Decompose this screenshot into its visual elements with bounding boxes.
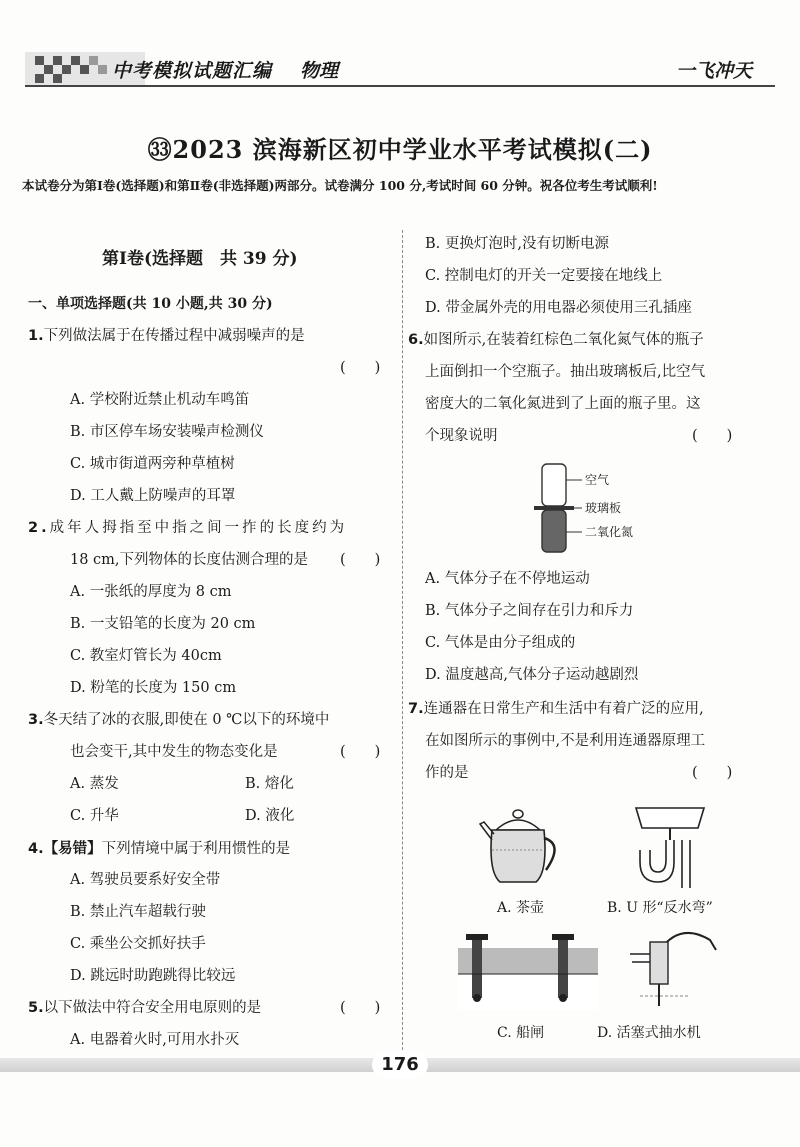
piston-pump-figure [620,920,730,1010]
q2-answer-blank: ( ) [340,552,381,568]
q5-option-c: C. 控制电灯的开关一定要接在地线上 [425,268,663,284]
q4-stem [28,833,290,865]
q4-option-d: D. 跳远时助跑跳得比较远 [70,968,236,984]
q7-option-a: A. 茶壶 [497,900,545,916]
q1-option-c: C. 城市街道两旁种草植树 [70,456,235,472]
q1-option-a: A. 学校附近禁止机动车鸣笛 [70,392,250,408]
q4-text: 下列情境中属于利用惯性的是 [101,841,291,857]
q3-option-d: D. 液化 [245,808,295,824]
q6-option-b: B. 气体分子之间存在引力和斥力 [425,603,634,619]
q2-option-d: D. 粉笔的长度为 150 cm [70,680,237,696]
q3-option-b: B. 熔化 [245,776,294,792]
q5-stem [28,993,261,1024]
q5-text: 以下做法中符合安全用电原则的是 [43,1000,262,1016]
q5-option-a: A. 电器着火时,可用水扑灭 [70,1032,240,1048]
q5-option-d: D. 带金属外壳的用电器必须使用三孔插座 [425,300,692,316]
q3-text-1: 冬天结了冰的衣服,即使在 0 ℃以下的环境中 [43,712,330,728]
q1-option-b: B. 市区停车场安装噪声检测仪 [70,424,264,440]
q3-number: 3. [28,712,44,728]
q6-stem-line3: 密度大的二氧化氮进到了上面的瓶子里。这 [425,396,701,412]
q2-stem-line2: 18 cm,下列物体的长度估测合理的是 [70,552,309,568]
q1-stem [28,321,305,352]
q6-stem-line4: 个现象说明 [425,428,498,444]
q3-option-c: C. 升华 [70,808,119,824]
q6-text-1: 如图所示,在装着红棕色二氧化氮气体的瓶子 [423,332,704,348]
q4-tag: 【易错】 [43,840,102,857]
q7-option-d: D. 活塞式抽水机 [597,1025,701,1041]
q6-label-air: 空气 [585,473,610,487]
exam-intro: 本试卷分为第Ⅰ卷(选择题)和第Ⅱ卷(非选择题)两部分。试卷满分 100 分,考试时间 60 分钟。祝各位考生考试顺利! [22,178,658,193]
q2-option-b: B. 一支铅笔的长度为 20 cm [70,616,256,632]
q4-option-b: B. 禁止汽车超载行驶 [70,904,206,920]
part1-heading: 第Ⅰ卷(选择题 共 39 分) [102,249,298,269]
q3-stem-line2: 也会变干,其中发生的物态变化是 [70,744,278,760]
q3-stem-line1 [28,705,329,736]
q6-option-c: C. 气体是由分子组成的 [425,635,576,651]
q2-text-1: 成年人拇指至中指之间一拃的长度约为 [49,520,348,536]
q6-label-glass: 玻璃板 [585,501,622,515]
q2-option-a: A. 一张纸的厚度为 8 cm [70,584,232,600]
q5-answer-blank: ( ) [340,1000,381,1016]
q1-option-d: D. 工人戴上防噪声的耳罩 [70,488,236,504]
q7-option-c: C. 船闸 [497,1025,545,1041]
q7-answer-blank: ( ) [692,765,733,781]
q7-option-b: B. U 形“反水弯” [607,900,713,916]
q6-option-a: A. 气体分子在不停地运动 [425,571,590,587]
q1-text: 下列做法属于在传播过程中减弱噪声的是 [43,328,305,344]
q7-stem-line1 [408,694,704,725]
section-heading: 一、单项选择题(共 10 小题,共 30 分) [28,296,273,312]
exam-title: ㉝2023 滨海新区初中学业水平考试模拟(二) [147,135,653,164]
u-bend-figure [630,800,710,890]
q6-stem-line2: 上面倒扣一个空瓶子。抽出玻璃板后,比空气 [425,364,706,380]
q5-option-b: B. 更换灯泡时,没有切断电源 [425,236,609,252]
q6-number: 6. [408,332,424,348]
header-subject: 物理 [300,60,339,82]
q6-label-no2: 二氧化氮 [585,525,634,539]
q4-number: 4. [28,841,44,857]
q4-option-c: C. 乘坐公交抓好扶手 [70,936,206,952]
q3-answer-blank: ( ) [340,744,381,760]
q2-stem-line1 [28,513,347,544]
q2-option-c: C. 教室灯管长为 40cm [70,648,222,664]
q6-answer-blank: ( ) [692,428,733,444]
q5-number: 5. [28,1000,44,1016]
q4-option-a: A. 驾驶员要系好安全带 [70,872,221,888]
q3-option-a: A. 蒸发 [70,776,119,792]
page-number: 176 [372,1052,428,1078]
teapot-figure [478,800,568,890]
ship-lock-figure [458,930,598,1010]
q2-number: 2. [28,520,50,536]
q7-stem-line2: 在如图所示的事例中,不是利用连通器原理工 [425,733,706,749]
q6-stem-line1 [408,325,704,356]
column-divider [402,230,403,1070]
q6-option-d: D. 温度越高,气体分子运动越剧烈 [425,667,639,683]
header-title: 中考模拟试题汇编 [112,60,273,82]
q7-text-1: 连通器在日常生产和生活中有着广泛的应用, [423,701,704,717]
q1-number: 1. [28,328,44,344]
q7-stem-line3: 作的是 [425,765,469,781]
header-rule [25,85,775,87]
q1-answer-blank: ( ) [340,360,381,376]
header-brand: 一飞冲天 [676,60,753,82]
q7-number: 7. [408,701,424,717]
